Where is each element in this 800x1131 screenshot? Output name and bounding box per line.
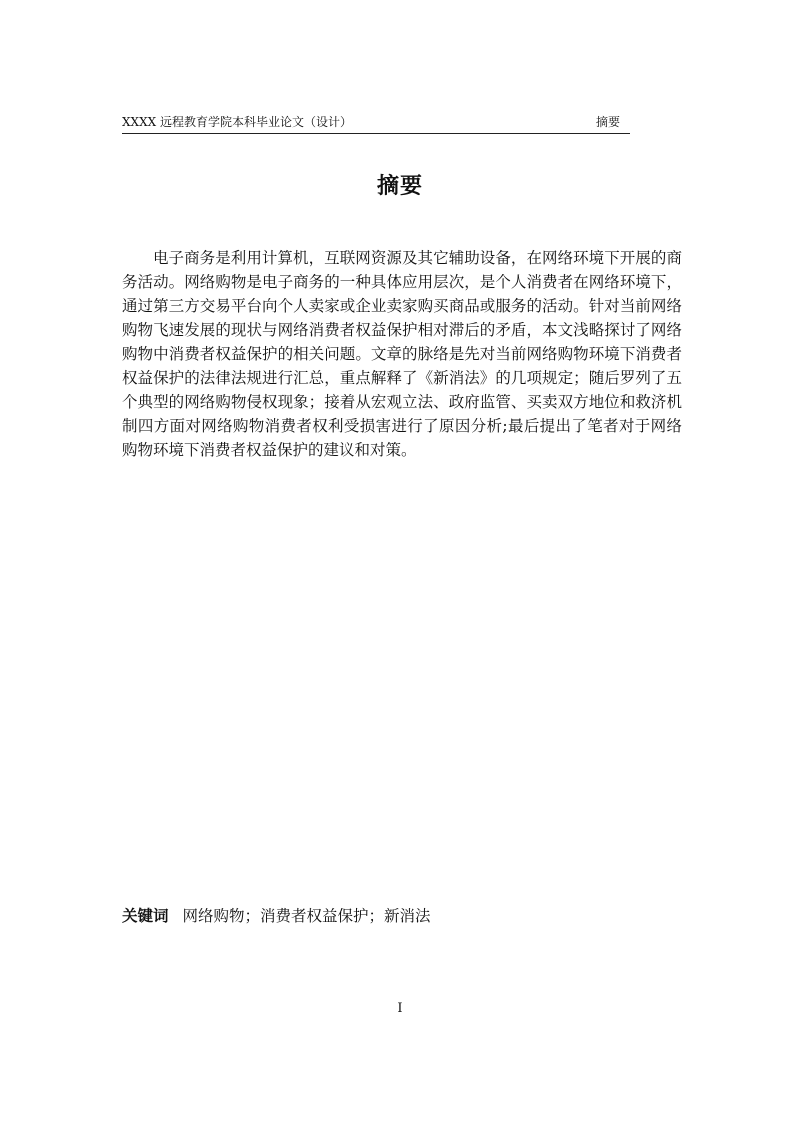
page-header [122,113,630,134]
abstract-paragraph: 电子商务是利用计算机，互联网资源及其它辅助设备，在网络环境下开展的商务活动。网络购物是电子商务的一种具体应用层次，是个人消费者在网络环境下，通过第三方交易平台向个人卖家或企业卖家购买商品或服务的活动。针对当前网络购物飞速发展的现状与网络消费者权益保护相对滞后的矛盾，本文浅略探讨了网络购物中消费者权益保护的相关问题。文章的脉络是先对当前网络购物环境下消费者权益保护的法律法规进行汇总，重点解释了《新消法》的几项规定；随后罗列了五个典型的网络购物侵权现象；接着从宏观立法、政府监管、买卖双方地位和救济机制四方面对网络购物消费者权利受损害进行了原因分析;最后提出了笔者对于网络购物环境下消费者权益保护的建议和对策。 [122,249,682,459]
keywords-line [122,904,431,928]
page-title: 摘要 [376,174,423,199]
keywords-value: 网络购物；消费者权益保护；新消法 [182,907,431,925]
keywords-label: 关键词 [122,907,169,925]
header-section-name: 摘要 [595,115,620,129]
header-thesis-title: XXXX 远程教育学院本科毕业论文（设计） [122,115,352,129]
page-number: I [397,1001,403,1016]
